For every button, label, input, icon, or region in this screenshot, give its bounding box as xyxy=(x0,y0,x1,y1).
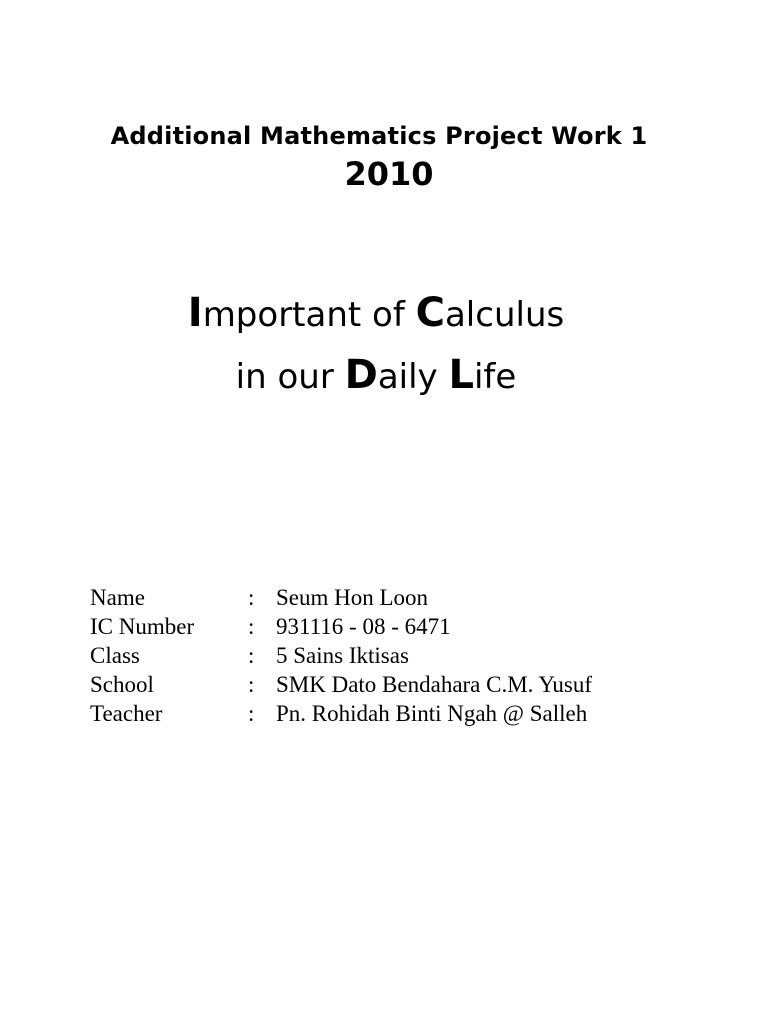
project-year: 2010 xyxy=(344,155,434,193)
details-separator: : xyxy=(248,585,255,610)
details-separator: : xyxy=(248,643,255,668)
details-value: SMK Dato Bendahara C.M. Yusuf xyxy=(276,672,593,697)
topic-segment: I xyxy=(187,290,203,336)
details-separator: : xyxy=(248,672,255,697)
topic-segment: in our xyxy=(235,357,345,397)
details-label: Name xyxy=(90,585,145,610)
details-label: Teacher xyxy=(90,701,163,726)
details-label: IC Number xyxy=(90,614,195,639)
details-label: School xyxy=(90,672,154,697)
details-value: 931116 - 08 - 6471 xyxy=(276,614,451,639)
topic-segment: aily xyxy=(377,357,449,397)
topic-segment: C xyxy=(415,290,445,336)
details-value: Pn. Rohidah Binti Ngah @ Salleh xyxy=(276,701,588,726)
project-title: Additional Mathematics Project Work 1 xyxy=(110,122,648,150)
details-label: Class xyxy=(90,643,140,668)
details-value: Seum Hon Loon xyxy=(276,585,429,610)
topic-segment: mportant of xyxy=(202,295,416,335)
topic-title-line-2 xyxy=(0,352,752,398)
topic-segment: alculus xyxy=(444,295,565,335)
details-separator: : xyxy=(248,614,255,639)
details-value: 5 Sains Iktisas xyxy=(276,643,409,668)
topic-segment: L xyxy=(448,352,474,398)
topic-segment: D xyxy=(344,352,378,398)
topic-title-line-1 xyxy=(0,290,752,336)
details-separator: : xyxy=(248,701,255,726)
topic-segment: ife xyxy=(473,357,517,397)
